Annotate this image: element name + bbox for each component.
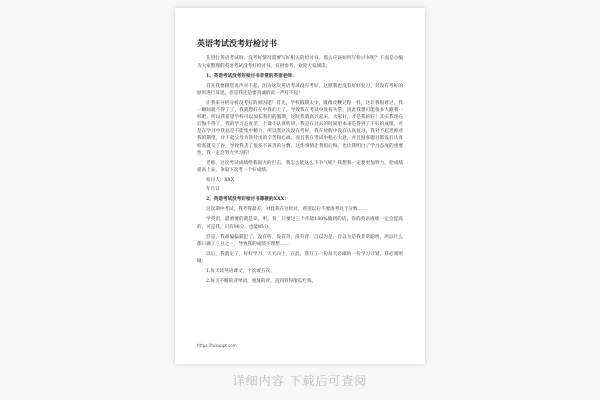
list-item: 2.每天不断的背单词，重复的背，直到背得滚瓜烂熟。 [206, 279, 317, 285]
intro-paragraph: 在进行英语考试时，没考好情况需要写好相关的检讨书。那么应该如何写检讨书呢？下面是小编为大家整理的英语考试没考好检讨书，仅供参考，欢迎大家阅读。 [197, 56, 403, 69]
body-paragraph: 首先我要跟您说声对不起，因为这次英语考试没有考好，这照我也没有好好复习，对没有考好的原因进行反思，但是我还是要真诚的说一声对不起！ [197, 83, 403, 96]
signature-line: 检讨人：XXX [206, 178, 235, 184]
body-paragraph: 学英语，最重要的就是读，听，背，只要这三个你能100%做到的话，你的英语成绩一定会提高的，可是我，只有90分，也能85分。 [197, 217, 403, 230]
document-title: 英语考试没考好检讨书 [197, 38, 277, 48]
body-paragraph: 这次期中考试，我考得最差，对此我在这检讨，希望以后不要再考这个分数…… [206, 207, 367, 213]
list-item: 1.每天读英语课文，十次或五次。 [206, 269, 275, 275]
document-sheet [175, 8, 425, 364]
footer-url: https://tukuppt.com [197, 343, 237, 348]
date-line: 年月日 [206, 187, 220, 193]
section-heading-1: 1、英语考试没考好检讨书非常的英语老师： [206, 73, 297, 79]
download-caption: 详细内容 下载后可查阅 [232, 374, 368, 388]
body-paragraph: 让我来分析分析没考好的原因吧！首先，学校假期太少，既像皮鞭过程一样，这让我很难过，我一瞬间就不得了了，我就想好在中我们上了，导致我在考试中发挥失常。因此我想可能很多人跟我一样吧，所以我希望学校可以加长我们的假期，这时我就高兴起来，大家好，才是我的好！其实我现在后悔不得了，我的学习态度差，上课不认真听讲，我是在过去的时间里本来是得到了不好的成绩，可是在学习中我总是不能集中精力，所以我这次没有考好，我在放假中没有认真复习。我对不起老师对我的期望，对不起父母为我付出的辛苦和心血。而且我在考试中粗心大意，并且很多题目都没有认真检查就交了卷，导致我丢了很多不该丢的分数，这件事情让我很后悔，也让我明白了学习态度的重要性。我一定会努力学习的！ [197, 100, 403, 156]
body-paragraph: 老师，这次考试成绩给我很大的打击，我怎么能这么不争气呢？我想我一定要更加努力，把成绩提高上来，争取下次考一个好成绩。 [197, 160, 403, 173]
section-heading-2: 2、英语考试没考好检讨书尊敬的XXX： [206, 197, 289, 203]
body-paragraph: 但是，我却偏偏就犯了，没有听，没有背，没有背，自以为是，自以为是我非常聪明，所以什么都只做了三分之一，导致我的成绩不理想…… [197, 234, 403, 247]
document-content [197, 38, 403, 288]
body-paragraph: 以后，我就定了，好好学习，天天向上，在此，我订了一份每天必做的一份学习计划，我必须照做： [197, 251, 403, 265]
